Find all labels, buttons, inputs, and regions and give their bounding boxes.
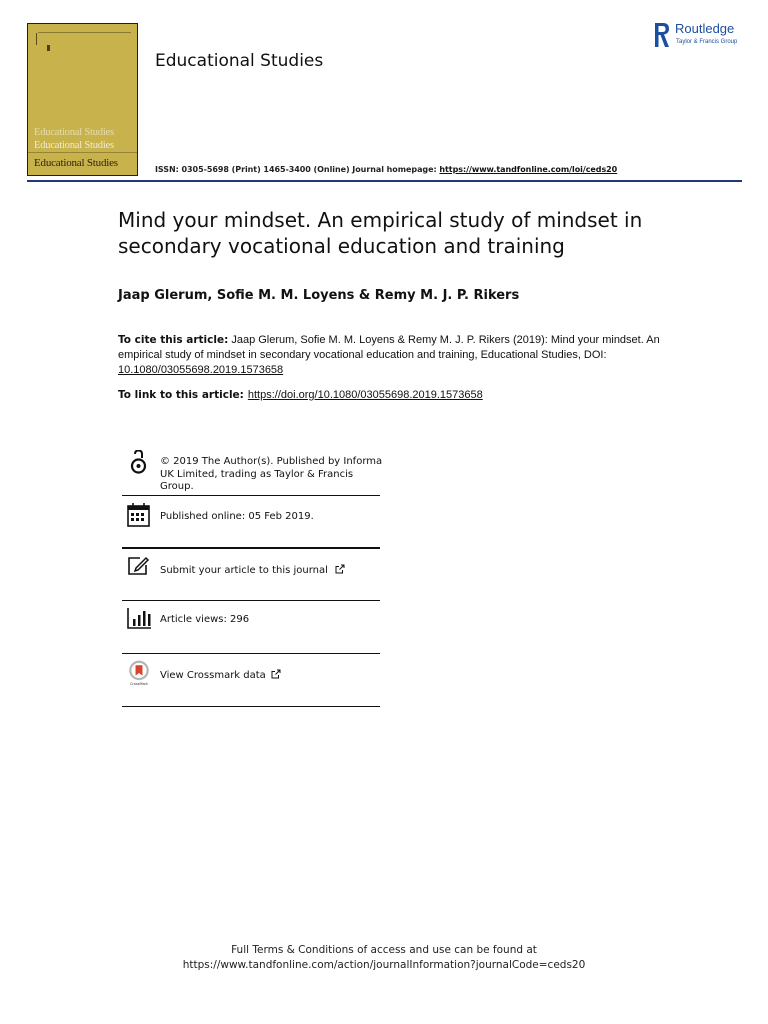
cover-title-faded-1: Educational Studies — [34, 127, 114, 138]
crossmark-caption: CrossMark — [130, 682, 148, 686]
edit-icon — [126, 554, 152, 580]
doi-link[interactable]: 10.1080/03055698.2019.1573658 — [118, 364, 284, 376]
citation-label: To cite this article: — [118, 334, 229, 346]
divider — [122, 600, 380, 601]
header-divider — [27, 180, 742, 182]
open-access-icon — [126, 450, 152, 476]
journal-homepage-link[interactable]: https://www.tandfonline.com/loi/ceds20 — [439, 165, 618, 174]
terms-footer — [0, 943, 768, 973]
terms-text: Full Terms & Conditions of access and use can be found at — [231, 944, 537, 956]
terms-url[interactable]: https://www.tandfonline.com/action/journalInformation?journalCode=ceds20 — [182, 959, 586, 971]
cover-logo — [36, 33, 49, 45]
article-authors: Jaap Glerum, Sofie M. M. Loyens & Remy M. J. P. Rikers — [118, 288, 520, 303]
open-access-info — [122, 450, 383, 494]
published-online-text: Published online: 05 Feb 2019. — [160, 511, 314, 522]
crossmark-link[interactable] — [122, 660, 380, 700]
divider — [122, 547, 380, 549]
routledge-r-icon — [653, 21, 671, 49]
divider — [122, 706, 380, 707]
published-online-info — [122, 502, 380, 542]
article-views-text: Article views: 296 — [160, 614, 250, 625]
cover-top-rule — [38, 28, 131, 33]
publisher-name: Routledge — [675, 21, 735, 36]
cover-divider — [28, 152, 137, 153]
crossmark-icon — [126, 660, 152, 686]
citation-text: Jaap Glerum, Sofie M. M. Loyens & Remy M. J. P. Rikers (2019): Mind your mindset. An empirical study of mindset in secondary vocational education and training, Educational Studies, DOI: — [118, 334, 660, 361]
article-doi-url-link[interactable]: https://doi.org/10.1080/03055698.2019.1573658 — [247, 389, 483, 401]
citation-block — [118, 333, 663, 378]
submit-article-label: Submit your article to this journal — [160, 565, 328, 576]
crossmark-label: View Crossmark data — [160, 670, 266, 681]
article-views-info — [122, 606, 380, 646]
journal-cover-image — [27, 23, 138, 176]
divider — [122, 653, 380, 654]
article-title: Mind your mindset. An empirical study of mindset in secondary vocational education and training — [118, 208, 643, 258]
external-link-icon — [335, 564, 345, 574]
crossmark-text — [160, 669, 385, 683]
calendar-icon — [126, 502, 152, 528]
issn-text: ISSN: 0305-5698 (Print) 1465-3400 (Online) Journal homepage: — [155, 165, 440, 174]
open-access-text: © 2019 The Author(s). Published by Informa UK Limited, trading as Taylor & Francis Group. — [160, 456, 383, 492]
submit-article-text — [160, 564, 385, 578]
submit-article-link[interactable] — [122, 554, 380, 594]
divider — [122, 495, 380, 496]
journal-name: Educational Studies — [155, 51, 324, 71]
article-link-block — [118, 388, 483, 401]
publisher-group: Taylor & Francis Group — [676, 39, 738, 45]
publisher-logo — [653, 21, 753, 51]
external-link-icon — [271, 669, 281, 679]
cover-title: Educational Studies — [34, 157, 118, 169]
bar-chart-icon — [126, 606, 152, 632]
article-link-label: To link to this article: — [118, 389, 244, 401]
issn-line — [155, 165, 617, 174]
cover-title-faded-2: Educational Studies — [34, 140, 114, 151]
